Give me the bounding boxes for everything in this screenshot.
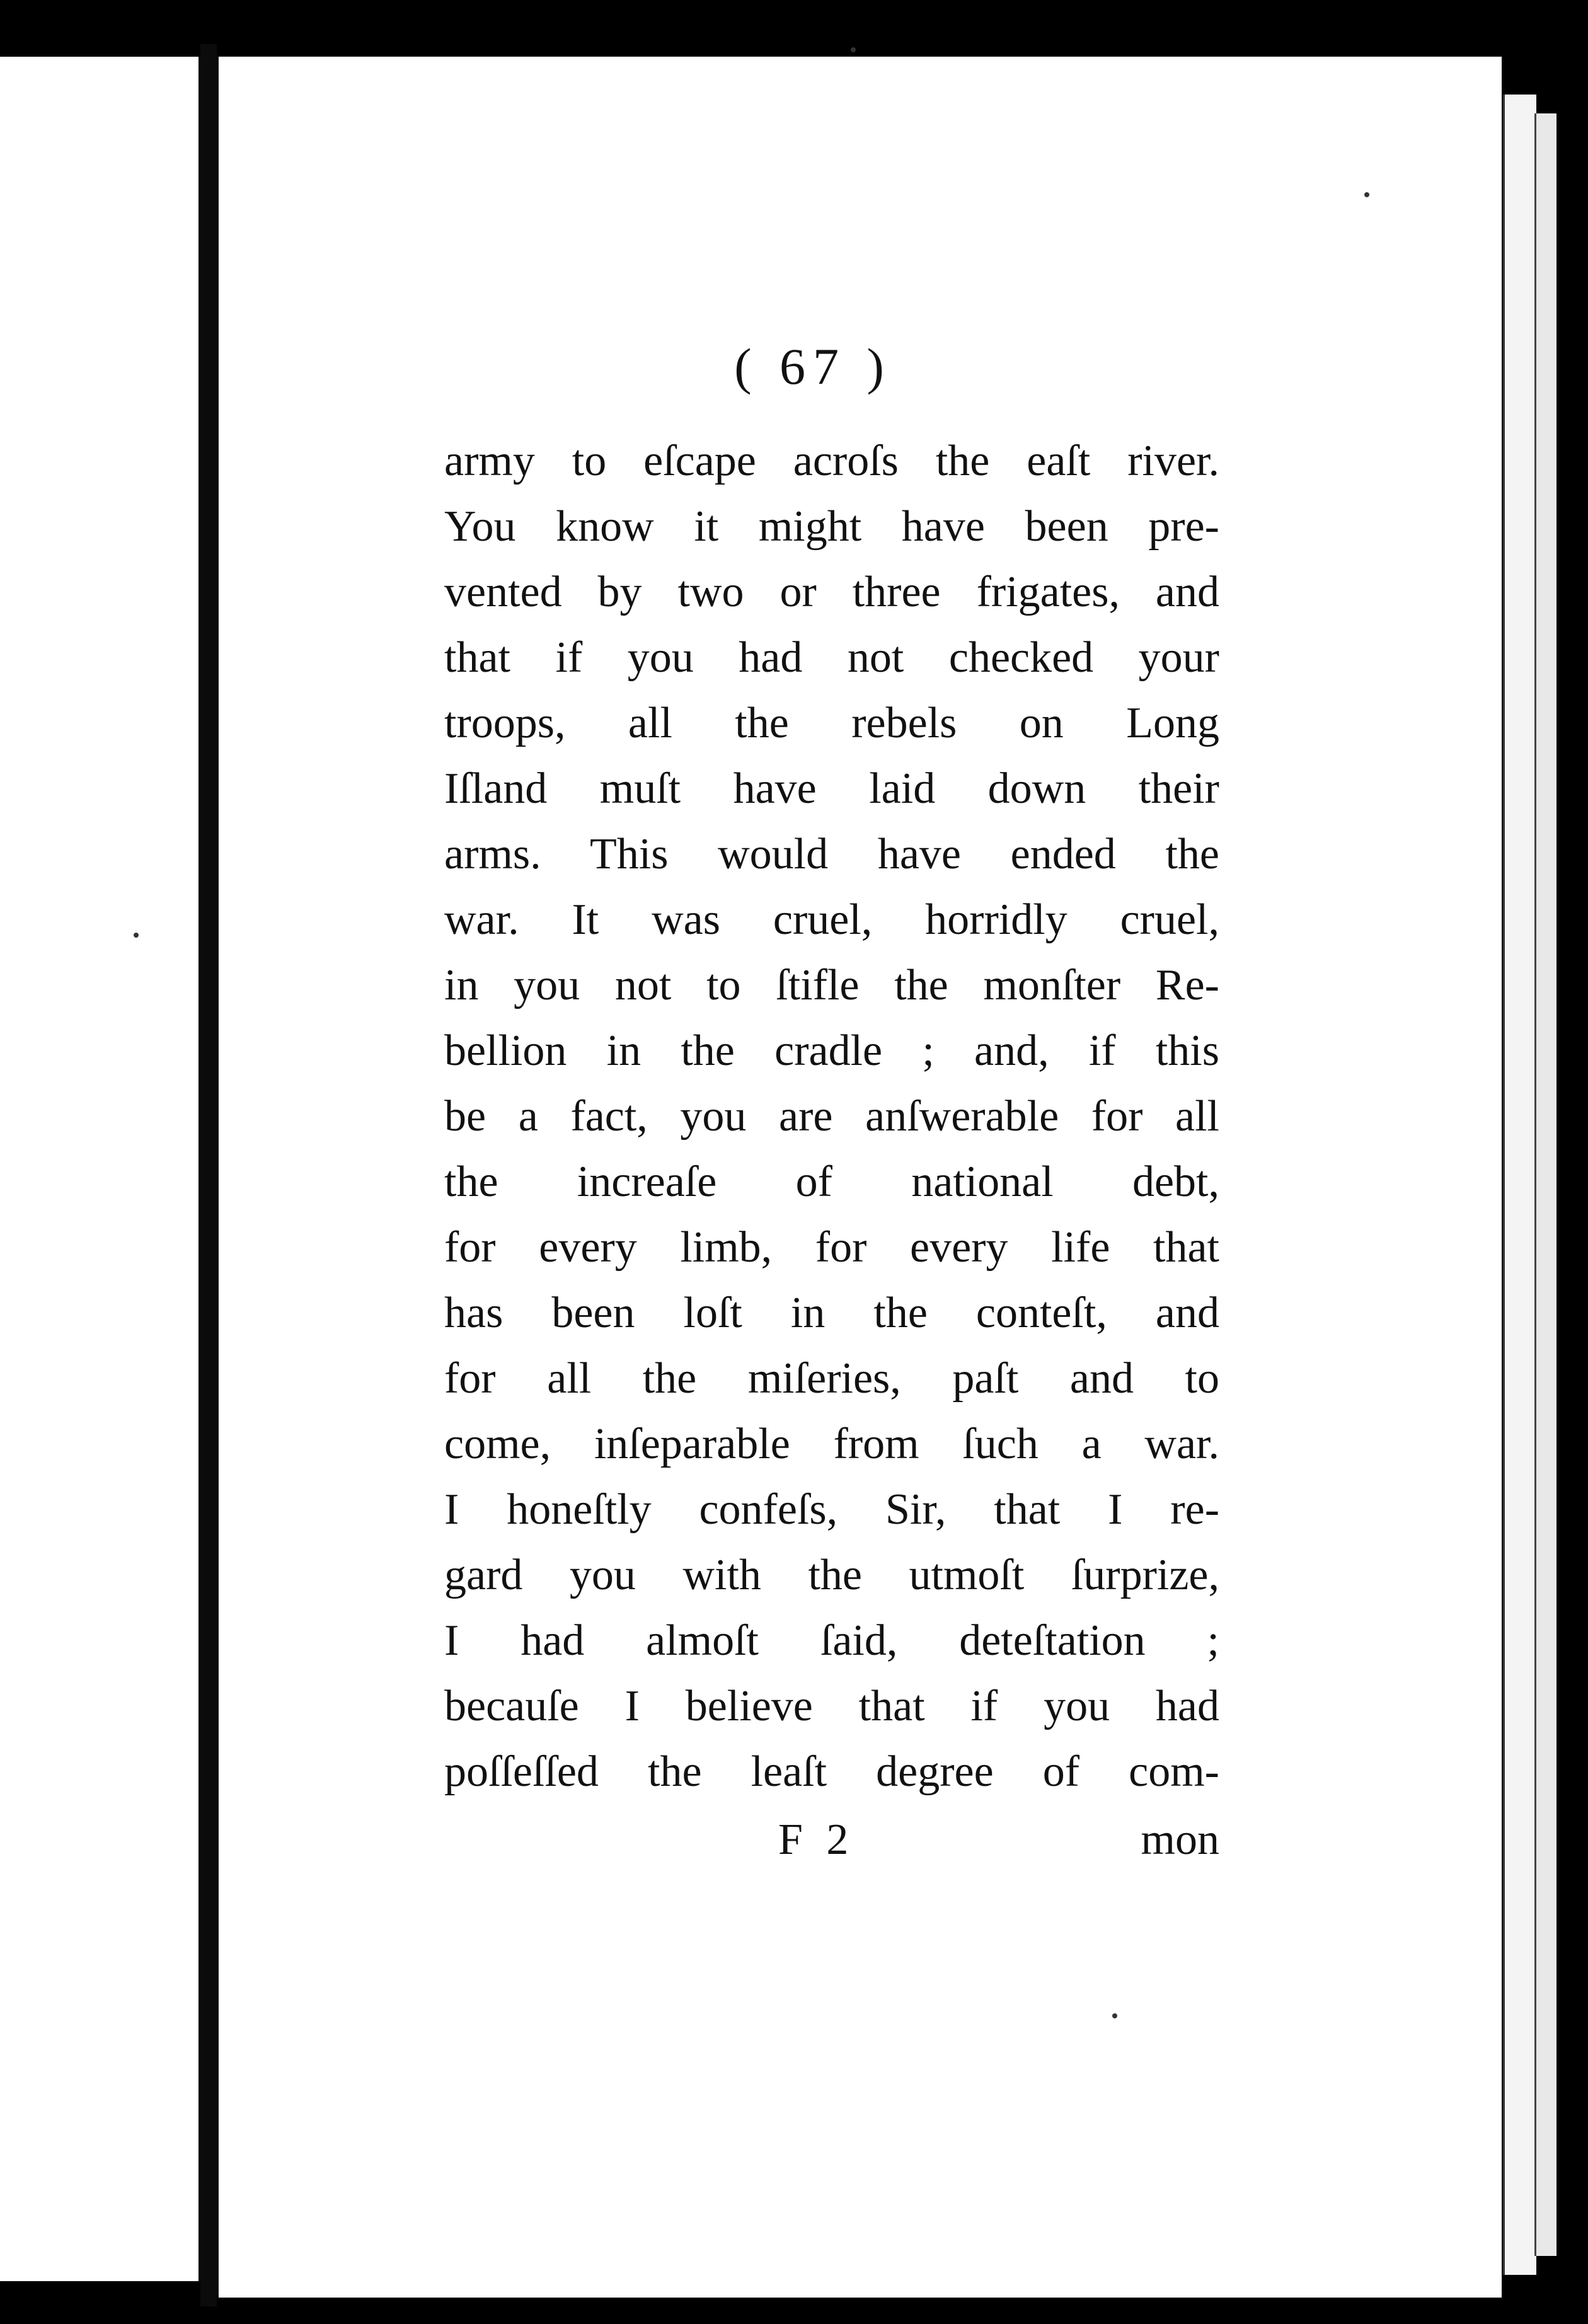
text-line: I honeſtly confeſs, Sir, that I re- (444, 1485, 1219, 1534)
text-line: be a fact, you are anſwerable for all (444, 1092, 1219, 1141)
text-line: has been loſt in the conteſt, and (444, 1289, 1219, 1337)
book-gutter (200, 44, 217, 2306)
text-line: You know it might have been pre- (444, 502, 1219, 551)
catchword: mon (1141, 1815, 1219, 1864)
text-line: becauſe I believe that if you had (444, 1682, 1219, 1730)
text-line: the increaſe of national debt, (444, 1158, 1219, 1206)
speck-mark (1112, 2013, 1117, 2018)
text-line: for all the miſeries, paſt and to (444, 1354, 1219, 1403)
text-line: arms. This would have ended the (444, 830, 1219, 878)
page-number-header: ( 67 ) (734, 338, 892, 395)
body-text (444, 429, 1219, 1805)
text-line: army to eſcape acroſs the eaſt river. (444, 437, 1219, 485)
text-line: come, inſeparable from ſuch a war. (444, 1420, 1219, 1468)
signature-mark: F 2 (778, 1815, 855, 1864)
speck-mark (134, 933, 139, 938)
text-line: gard you with the utmoſt ſurprize, (444, 1551, 1219, 1599)
text-line: Iſland muſt have laid down their (444, 764, 1219, 813)
page-footer (444, 1815, 1219, 1884)
facing-page-edge (0, 57, 198, 2281)
speck-mark (1364, 192, 1369, 197)
speck-mark (851, 47, 856, 52)
text-line: poſſeſſed the leaſt degree of com- (444, 1747, 1219, 1796)
text-line: in you not to ſtifle the monſter Re- (444, 961, 1219, 1010)
text-line: for every limb, for every life that (444, 1223, 1219, 1272)
page-edge (1503, 95, 1536, 2275)
text-line: vented by two or three frigates, and (444, 568, 1219, 616)
text-line: bellion in the cradle ; and, if this (444, 1027, 1219, 1075)
text-line: troops, all the rebels on Long (444, 699, 1219, 747)
text-line: war. It was cruel, horridly cruel, (444, 895, 1219, 944)
text-line: I had almoſt ſaid, deteſtation ; (444, 1616, 1219, 1665)
page-edge-back (1534, 113, 1556, 2256)
text-line: that if you had not checked your (444, 633, 1219, 682)
